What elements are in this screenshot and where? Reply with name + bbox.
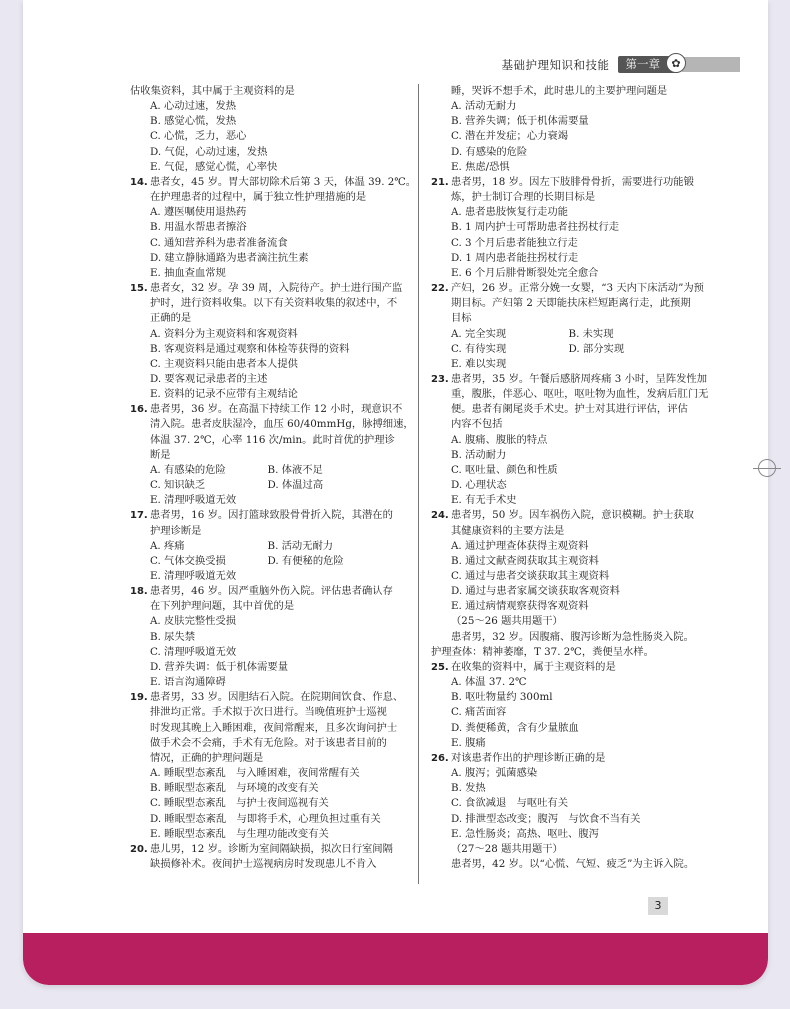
- option-text: C. 知识缺乏: [150, 479, 206, 492]
- text-line: C. 心慌，乏力，恶心: [150, 130, 247, 143]
- option-row: [130, 554, 385, 569]
- text-line: C. 痛苦面容: [451, 706, 507, 719]
- text-line: A. 腹痛、腹胀的特点: [451, 433, 548, 446]
- text-line: C. 清理呼吸道无效: [150, 645, 237, 658]
- option-text: D. 有便秘的危险: [267, 554, 344, 567]
- text-line: E. 语言沟通障碍: [150, 676, 226, 689]
- question-line: [130, 508, 393, 523]
- text-line: 情况，正确的护理问题是: [150, 751, 264, 764]
- text-line: D. 睡眠型态紊乱 与即将手术，心理负担过重有关: [150, 812, 381, 825]
- text-line: 护时，进行资料收集。以下有关资料收集的叙述中，不: [150, 297, 398, 310]
- question-text: 患者女，45 岁。胃大部切除术后第 3 天，体温 39. 2℃。: [150, 175, 417, 188]
- option-text: D. 体温过高: [267, 479, 324, 492]
- question-line: [431, 508, 694, 523]
- text-line: 便。患者有阑尾炎手术史。护士对其进行评估，评估: [451, 403, 688, 416]
- text-line: A. 患者患肢恢复行走功能: [451, 206, 568, 219]
- text-line: E. 清理呼吸道无效: [150, 494, 237, 507]
- text-line: E. 气促，感觉心慌，心率快: [150, 160, 278, 173]
- text-line: E. 腹痛: [451, 736, 486, 749]
- question-number: 19.: [130, 692, 148, 704]
- text-line: E. 6 个月后腓骨断裂处完全愈合: [451, 266, 599, 279]
- text-line: B. 发热: [451, 782, 486, 795]
- question-number: 14.: [130, 176, 148, 188]
- book-page: [23, 0, 768, 985]
- text-line: B. 1 周内护士可帮助患者拄拐杖行走: [451, 221, 620, 234]
- question-text: 患者男，33 岁。因胆结石入院。在院期间饮食、作息、: [150, 691, 404, 704]
- text-line: C. 食欲减退 与呕吐有关: [451, 797, 569, 810]
- text-line: 其健康资料的主要方法是: [451, 524, 565, 537]
- question-number: 23.: [431, 373, 449, 385]
- gear-icon: ✿: [666, 53, 686, 73]
- option-text: B. 体液不足: [267, 463, 323, 476]
- text-line: 患者男，32 岁。因腹痛、腹泻诊断为急性肠炎入院。: [451, 630, 694, 643]
- text-line: B. 尿失禁: [150, 630, 196, 643]
- text-line: 护理查体：精神萎靡，T 37. 2℃，粪便呈水样。: [431, 645, 654, 658]
- option-text: A. 疼痛: [150, 539, 185, 552]
- question-number: 15.: [130, 283, 148, 295]
- text-line: 估收集资料，其中属于主观资料的是: [130, 85, 295, 97]
- text-line: 在下列护理问题，其中首优的是: [150, 600, 295, 613]
- option-text: B. 活动无耐力: [267, 539, 334, 552]
- question-text: 患者男，50 岁。因车祸伤入院，意识模糊。护士获取: [451, 509, 694, 522]
- question-text: 对该患者作出的护理诊断正确的是: [451, 751, 606, 764]
- text-line: 缺损修补术。夜间护士巡视病房时发现患儿不肯入: [150, 857, 377, 870]
- text-line: B. 用温水帮患者擦浴: [150, 221, 247, 234]
- text-line: C. 通知营养科为患者准备流食: [150, 236, 288, 249]
- text-line: D. 排泄型态改变；腹泻 与饮食不当有关: [451, 812, 641, 825]
- text-line: D. 有感染的危险: [451, 145, 528, 158]
- text-line: 重，腹胀，伴恶心、呕吐，呕吐物为血性，发病后肛门无: [451, 388, 709, 401]
- question-number: 18.: [130, 586, 148, 598]
- column-divider: [418, 84, 419, 884]
- text-line: D. 1 周内患者能拄拐杖行走: [451, 251, 579, 264]
- text-line: 体温 37. 2℃，心率 116 次/min。此时首优的护理诊: [150, 433, 395, 446]
- text-line: C. 通过与患者交谈获取其主观资料: [451, 570, 610, 582]
- option-row: [130, 463, 385, 478]
- header-bar: [682, 57, 740, 72]
- chapter-label: 第一章: [625, 57, 660, 71]
- text-line: A. 通过护理查体获得主观资料: [451, 539, 589, 552]
- running-header: [502, 56, 741, 73]
- text-line: 断是: [150, 448, 171, 461]
- right-column: [431, 84, 709, 872]
- text-line: 炼，护士制订合理的长期目标是: [451, 191, 596, 204]
- question-line: [130, 281, 403, 296]
- text-line: 护理诊断是: [150, 524, 202, 537]
- text-line: E. 通过病情观察获得客观资料: [451, 600, 589, 613]
- text-line: A. 心动过速，发热: [150, 100, 237, 113]
- text-line: 清入院。患者皮肤湿冷，血压 60/40mmHg，脉搏细速，: [150, 418, 414, 431]
- text-line: C. 3 个月后患者能独立行走: [451, 236, 578, 249]
- crop-mark: [758, 459, 776, 477]
- left-column: [130, 84, 417, 872]
- text-line: 患者男，42 岁。以“心慌、气短、疲乏”为主诉入院。: [451, 857, 695, 870]
- text-line: 期目标。产妇第 2 天即能扶床栏短距离行走，此预期: [451, 297, 691, 310]
- text-line: A. 腹泻；弧菌感染: [451, 767, 538, 780]
- text-line: C. 睡眠型态紊乱 与护士夜间巡视有关: [150, 797, 329, 810]
- question-line: [130, 402, 403, 417]
- text-line: D. 心理状态: [451, 479, 507, 492]
- question-text: 产妇，26 岁。正常分娩一女婴，“3 天内下床活动”为预: [451, 282, 704, 295]
- text-line: B. 营养失调；低于机体需要量: [451, 115, 589, 128]
- option-row: [130, 539, 385, 554]
- text-line: B. 通过文献查阅获取其主观资料: [451, 554, 599, 567]
- question-text: 患者女，32 岁。孕 39 周，入院待产。护士进行围产监: [150, 282, 403, 295]
- text-line: 排泄均正常。手术拟于次日进行。当晚值班护士巡视: [150, 706, 387, 719]
- text-line: D. 粪便稀黄，含有少量脓血: [451, 721, 579, 734]
- question-number: 22.: [431, 283, 449, 295]
- text-line: C. 主观资料只能由患者本人提供: [150, 357, 298, 370]
- question-line: [130, 175, 417, 190]
- text-line: E. 难以实现: [451, 357, 507, 370]
- text-line: D. 营养失调：低于机体需要量: [150, 660, 288, 673]
- question-line: [431, 751, 686, 766]
- text-line: E. 抽血查血常规: [150, 266, 226, 279]
- option-text: D. 部分实现: [568, 342, 625, 355]
- text-line: （25～26 题共用题干）: [451, 615, 563, 628]
- text-line: 睡，哭诉不想手术，此时患儿的主要护理问题是: [451, 85, 668, 97]
- text-line: B. 客观资料是通过观察和体检等获得的资料: [150, 342, 350, 355]
- question-number: 25.: [431, 661, 449, 673]
- book-title: 基础护理知识和技能: [501, 57, 610, 72]
- text-line: 做手术会不会痛，手术有无危险。对于该患者目前的: [150, 736, 387, 749]
- text-line: E. 有无手术史: [451, 494, 517, 507]
- text-line: B. 活动耐力: [451, 448, 507, 461]
- option-row: [431, 342, 686, 357]
- text-line: B. 睡眠型态紊乱 与环境的改变有关: [150, 782, 319, 795]
- question-line: [130, 690, 404, 705]
- option-text: A. 有感染的危险: [150, 463, 226, 476]
- question-number: 21.: [431, 176, 449, 188]
- text-line: 目标: [451, 312, 472, 325]
- text-line: A. 体温 37. 2℃: [451, 676, 527, 689]
- text-line: D. 通过与患者家属交谈获取客观资料: [451, 585, 620, 598]
- question-line: [431, 660, 686, 675]
- option-row: [431, 327, 686, 342]
- option-text: C. 气体交换受损: [150, 554, 226, 567]
- option-text: C. 有待实现: [451, 342, 507, 355]
- text-line: A. 活动无耐力: [451, 100, 517, 113]
- text-line: E. 睡眠型态紊乱 与生理功能改变有关: [150, 827, 329, 840]
- question-number: 20.: [130, 843, 148, 855]
- text-line: C. 呕吐量、颜色和性质: [451, 463, 558, 476]
- text-line: D. 要客观记录患者的主述: [150, 372, 268, 385]
- question-line: [431, 281, 704, 296]
- chapter-tab: [618, 56, 679, 73]
- question-number: 24.: [431, 510, 449, 522]
- question-line: [130, 584, 393, 599]
- text-line: D. 建立静脉通路为患者滴注抗生素: [150, 251, 309, 264]
- question-text: 患者男，18 岁。因左下肢腓骨骨折，需要进行功能锻: [451, 175, 694, 188]
- text-line: 在护理患者的过程中，属于独立性护理措施的是: [150, 191, 367, 204]
- text-line: D. 气促，心动过速，发热: [150, 145, 268, 158]
- text-line: A. 皮肤完整性受损: [150, 615, 237, 628]
- text-line: E. 清理呼吸道无效: [150, 570, 237, 582]
- text-line: （27～28 题共用题干）: [451, 842, 563, 855]
- text-line: 内容不包括: [451, 418, 503, 431]
- page-number: 3: [648, 897, 668, 915]
- question-line: [431, 372, 708, 387]
- text-line: A. 遵医嘱使用退热药: [150, 206, 247, 219]
- bottom-band: [23, 933, 768, 985]
- text-line: A. 资料分为主观资料和客观资料: [150, 327, 298, 340]
- option-text: A. 完全实现: [451, 327, 507, 340]
- question-text: 患者男，35 岁。午餐后感脐周疼痛 3 小时，呈阵发性加: [451, 372, 708, 385]
- question-text: 患儿男，12 岁。诊断为室间隔缺损，拟次日行室间隔: [150, 842, 393, 855]
- text-line: B. 感觉心慌，发热: [150, 115, 237, 128]
- option-text: B. 未实现: [568, 327, 614, 340]
- text-line: E. 焦虑/恐惧: [451, 160, 510, 173]
- question-text: 患者男，16 岁。因打篮球致股骨骨折入院，其潜在的: [150, 509, 393, 522]
- question-text: 患者男，36 岁。在高温下持续工作 12 小时，现意识不: [150, 403, 403, 416]
- question-number: 26.: [431, 752, 449, 764]
- question-number: 16.: [130, 404, 148, 416]
- question-text: 患者男，46 岁。因严重脑外伤入院。评估患者确认存: [150, 585, 393, 598]
- text-line: 正确的是: [150, 312, 192, 325]
- text-line: A. 睡眠型态紊乱 与入睡困难，夜间常醒有关: [150, 767, 360, 780]
- option-row: [130, 478, 385, 493]
- question-line: [130, 842, 393, 857]
- question-line: [431, 175, 694, 190]
- text-line: C. 潜在并发症；心力衰竭: [451, 130, 569, 143]
- question-number: 17.: [130, 510, 148, 522]
- question-text: 在收集的资料中，属于主观资料的是: [451, 660, 616, 673]
- text-line: B. 呕吐物量约 300ml: [451, 691, 553, 704]
- text-line: E. 资料的记录不应带有主观结论: [150, 388, 298, 401]
- text-line: E. 急性肠炎；高热、呕吐、腹泻: [451, 827, 599, 840]
- text-line: 时发现其晚上入睡困难，夜间常醒来，且多次询问护士: [150, 721, 398, 734]
